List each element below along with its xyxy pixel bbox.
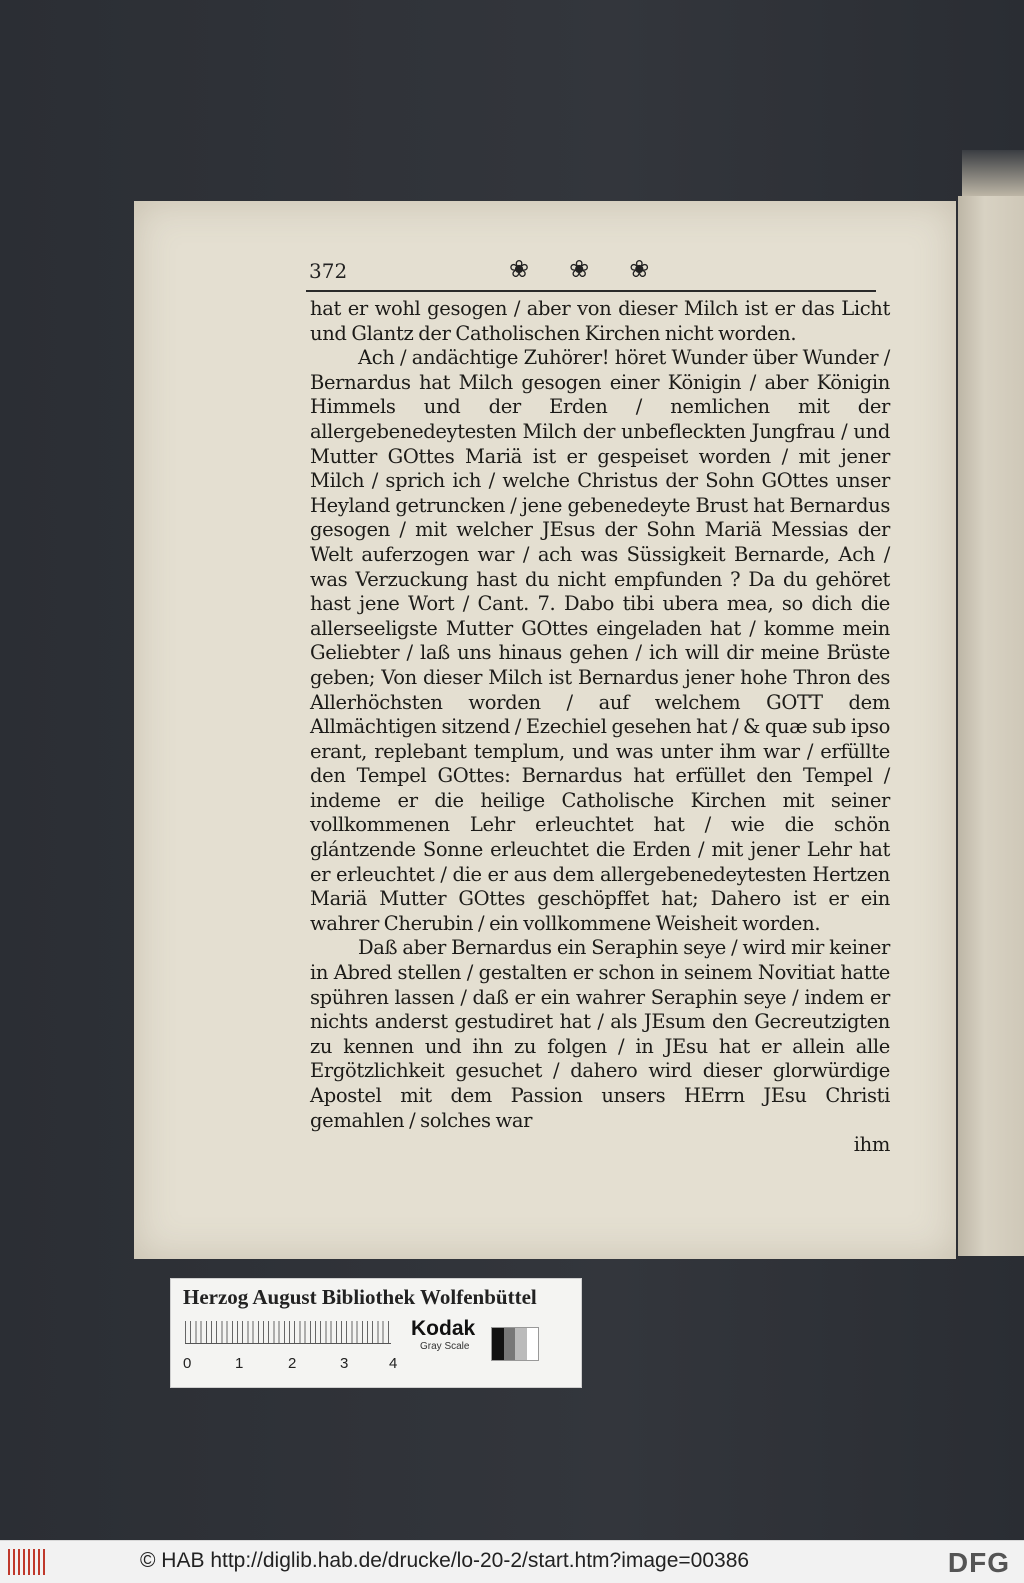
book-page <box>134 201 956 1259</box>
paragraph: Daß aber Bernardus ein Seraphin seye / wird mir keiner in Abred stellen / gestalten er schon in seinem Novitiat hatte spühren lassen / daß er ein wahrer Seraphin seye / indem er nichts anderst gestudiret hat / als JEsum den Gecreutzigten zu kennen und ihn zu folgen / in JEsu hat er allein alle Ergötzlichkeit gesuchet / dahero wird dieser glorwürdige Apostel mit dem Passion unsers HErrn JEsu Christi gemahlen / solches war <box>310 936 890 1132</box>
dfg-logo: DFG <box>947 1547 1010 1578</box>
ruler-number: 2 <box>288 1355 297 1372</box>
ruler-number: 1 <box>235 1355 244 1372</box>
footer-bar <box>0 1540 1024 1583</box>
scale-ruler <box>185 1321 391 1344</box>
library-label <box>170 1278 582 1388</box>
gray-scale-swatch <box>491 1327 539 1361</box>
page-text <box>310 297 890 1158</box>
facing-page <box>958 196 1024 1256</box>
ornament-icon: ❀ <box>569 255 590 283</box>
ornament-icon: ❀ <box>509 255 530 283</box>
ruler-number: 4 <box>389 1355 398 1372</box>
copyright-link[interactable]: © HAB http://diglib.hab.de/drucke/lo-20-2/start.htm?image=00386 <box>140 1549 750 1572</box>
page-number: 372 <box>309 259 348 283</box>
facing-page-edge <box>962 150 1024 196</box>
catchword: ihm <box>853 1133 890 1157</box>
ornament-icon: ❀ <box>629 255 650 283</box>
paragraph: hat er wohl gesogen / aber von dieser Milch ist er das Licht und Glantz der Catholischen Kirchen nicht worden. <box>310 297 890 345</box>
kodak-subtitle: Gray Scale <box>420 1341 470 1352</box>
library-title: Herzog August Bibliothek Wolfenbüttel <box>183 1285 537 1309</box>
paragraph: Ach / andächtige Zuhörer! höret Wunder über Wunder / Bernardus hat Milch gesogen einer Königin / aber Königin Himmels und der Erden / nemlichen mit der allergebenedeytesten Milch der unbefleckten Jungfrau / und Mutter GOttes Mariä ist er gespeiset worden / mit jener Milch / sprich ich / welche Christus der Sohn GOttes unser Heyland getruncken / jene gebenedeyte Brust hat Bernardus gesogen / mit welcher JEsus der Sohn Mariä Messias der Welt auferzogen war / ach was Süssigkeit Bernarde, Ach / was Verzuckung hast du nicht empfunden ? Da du gehöret hast jene Wort / Cant. 7. Dabo tibi ubera mea, so dich die allerseeligste Mutter GOttes eingeladen hat / komme mein Geliebter / laß uns hinaus gehen / ich will dir meine Brüste geben; Von dieser Milch ist Bernardus jener hohe Thron des Allerhöchsten worden / auf welchem GOTT dem Allmächtigen sitzend / Ezechiel gesehen hat / & quæ sub ipso erant, replebant templum, und was unter ihm war / erfüllte den Tempel GOttes: Bernardus hat erfüllet den Tempel / indeme er die heilige Catholische Kirchen mit seiner vollkommenen Lehr erleuchtet hat / wie die schön glántzende Sonne erleuchtet die Erden / mit jener Lehr hat er erleuchtet / die er aus dem allergebenedeytesten Hertzen Mariä Mutter GOttes geschöpffet hat; Dahero ist er ein wahrer Cherubin / ein vollkommene Weisheit worden. <box>310 346 890 935</box>
hab-barcode-icon <box>8 1549 46 1575</box>
kodak-logo: Kodak <box>411 1317 476 1340</box>
header-rule <box>306 290 876 292</box>
ruler-number: 0 <box>183 1355 192 1372</box>
header-ornaments <box>509 255 689 283</box>
ruler-number: 3 <box>340 1355 349 1372</box>
